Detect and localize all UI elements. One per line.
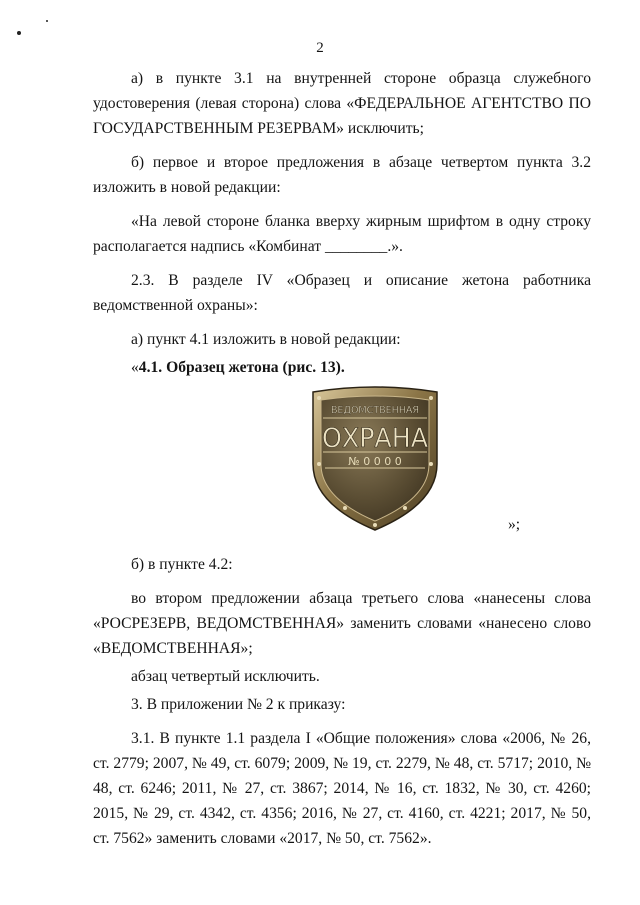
paragraph: 3. В приложении № 2 к приказу: [131,696,346,713]
scan-speck [46,20,48,22]
rivet [317,462,321,466]
paragraph: б) в пункте 4.2: [131,556,233,573]
figure-closing-quote: »; [508,516,521,533]
rivet [403,506,407,510]
rivet [429,396,433,400]
badge-main-text: ОХРАНА [322,423,429,454]
figure [93,384,591,544]
rivet [317,396,321,400]
paragraph: а) в пункте 3.1 на внутренней стороне образца служебного удостоверения (левая сторона) слова «ФЕДЕРАЛЬНОЕ АГЕНТСТВО ПО ГОСУДАРСТВЕННЫМ РЕЗЕРВАМ» исключить; [93,70,591,137]
rivet [373,523,377,527]
paragraph: а) пункт 4.1 изложить в новой редакции: [131,331,401,348]
figure-heading-text: 4.1. Образец жетона (рис. 13). [138,359,345,376]
rivet [343,506,347,510]
figure-heading [93,355,591,380]
badge-number-text: № 0 0 0 0 [348,455,402,468]
figure-heading-quote: « [131,359,139,376]
paragraph: б) первое и второе предложения в абзаце четвертом пункта 3.2 изложить в новой редакции: [93,154,591,196]
paragraph: «На левой стороне бланка вверху жирным шрифтом в одну строку располагается надпись «Комбинат ________.». [93,213,591,255]
document-body [93,66,591,860]
rivet [429,462,433,466]
paragraph: 3.1. В пункте 1.1 раздела I «Общие положения» слова «2006, № 26, ст. 2779; 2007, № 49, ст. 6079; 2009, № 19, ст. 2279, № 48, ст. 5717; 2010, № 48, ст. 6246; 2011, № 27, ст. 3867; 2014, № 16, ст. 1832, № 30, ст. 4260; 2015, № 29, ст. 4342, ст. 4356; 2016, № 27, ст. 4160, ст. 4221; 2017, № 50, ст. 7562» заменить словами «2017, № 50, ст. 7562». [93,730,591,847]
scan-speck [17,31,21,35]
badge-top-text: ВЕДОМСТВЕННАЯ [331,405,419,416]
paragraph: абзац четвертый исключить. [131,668,320,685]
paragraph: 2.3. В разделе IV «Образец и описание жетона работника ведомственной охраны»: [93,272,591,314]
guard-badge [305,384,445,534]
page-number: 2 [316,40,324,56]
paragraph: во втором предложении абзаца третьего слова «нанесены слова «РОСРЕЗЕРВ, ВЕДОМСТВЕННАЯ» заменить словами «нанесено слово «ВЕДОМСТВЕННАЯ»; [93,590,591,657]
